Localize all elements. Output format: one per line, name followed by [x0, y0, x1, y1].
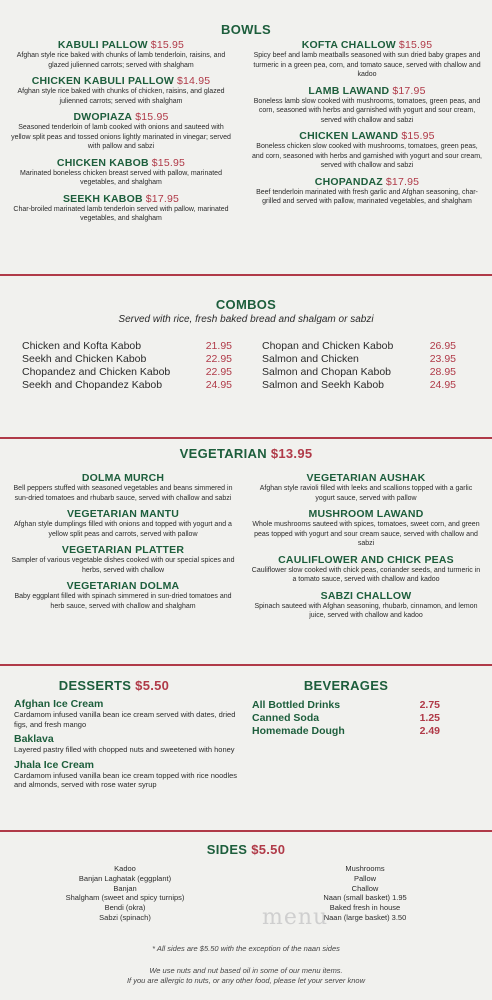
menu-item: DWOPIAZA $15.95 Seasoned tenderloin of lamb cooked with onions and sauteed with yellow split peas and tossed onions lightly marinated in vinegar; served with pallow and sabzi	[11, 111, 231, 150]
menu-item: CHICKEN KABULI PALLOW $14.95 Afghan style rice baked with chunks of chicken, raisins, and glazed julienned carrots; served with shalgham	[17, 75, 225, 105]
menu-item: VEGETARIAN DOLMA Baby eggplant filled with spinach simmered in sun-dried tomatoes and herb sauce, served with challow and shalgham	[14, 580, 232, 610]
section-divider	[0, 664, 492, 666]
combo-row: Chicken and Kofta Kabob 21.95	[22, 340, 232, 352]
allergy-note-1: We use nuts and nut based oil in some of our menu items.	[149, 966, 343, 975]
sides-title: SIDES $5.50	[206, 842, 286, 857]
menu-item: MUSHROOM LAWAND Whole mushrooms sauteed with spices, tomatoes, sweet corn, and green peas topped with yogurt and sour cream sauce, served with challow and sabzi	[252, 508, 480, 547]
bowls-section	[0, 22, 492, 222]
menu-item: CHICKEN KABOB $15.95 Marinated boneless chicken breast served with pallow, marinated vegetables, and shalgham	[20, 156, 222, 186]
combo-row: Salmon and Chicken 23.95	[262, 353, 456, 365]
menu-item: VEGETARIAN PLATTER Sampler of various vegetable dishes cooked with our special spices and herbs, served with challow	[11, 544, 235, 574]
menu-item: VEGETARIAN AUSHAK Afghan style ravioli filled with leeks and scallions topped with a garlic yogurt sauce, served with pallow	[259, 472, 473, 502]
vegetarian-section	[0, 446, 492, 619]
combos-subtitle: Served with rice, fresh baked bread and shalgam or sabzi	[118, 314, 374, 325]
side-item: Baked fresh in house	[329, 903, 401, 913]
dessert-item: Baklava Layered pastry filled with chopped nuts and sweetened with honey	[14, 733, 235, 754]
combo-row: Salmon and Chopan Kabob 28.95	[262, 366, 456, 378]
side-item: Banjan	[113, 883, 137, 893]
sides-section	[0, 842, 492, 985]
combos-left-column	[22, 340, 232, 392]
menu-item: VEGETARIAN MANTU Afghan style dumplings filled with onions and topped with yogurt and a yellow split peas and carrots, served with pallow	[14, 508, 232, 538]
bowls-title: BOWLS	[221, 22, 271, 37]
combos-right-column	[262, 340, 456, 392]
side-item: Banjan Laghatak (eggplant)	[78, 873, 172, 883]
vegetarian-right-column	[250, 472, 482, 626]
combo-row: Chopan and Chicken Kabob 26.95	[262, 340, 456, 352]
side-item: Pallow	[353, 873, 377, 883]
bowls-right-column	[250, 39, 484, 212]
menu-item: CAULIFLOWER AND CHICK PEAS Cauliflower slow cooked with chick peas, coriander seeds, and turmeric in a tomato sauce, served with challow and kadoo	[251, 553, 481, 583]
side-item: Sabzi (spinach)	[99, 912, 151, 922]
side-item: Shalgham (sweet and spicy turnips)	[65, 893, 185, 903]
combo-row: Salmon and Seekh Kabob 24.95	[262, 379, 456, 391]
section-divider	[0, 437, 492, 439]
menu-item: KOFTA CHALLOW $15.95 Spicy beef and lamb meatballs seasoned with sun dried baby grapes and turmeric in a green pea, corn, and tomato sauce, served with challow and kadoo	[253, 39, 481, 78]
desserts-column	[14, 678, 244, 790]
watermark-logo: menu	[262, 905, 329, 930]
beverages-column	[252, 678, 440, 738]
menu-item: DOLMA MURCH Bell peppers stuffed with seasoned vegetables and beans simmered in sun-dried tomatoes and rhubarb sauce, served with challow and sabzi	[13, 472, 233, 502]
allergy-note-2: If you are allergic to nuts, or any other food, please let your server know	[126, 976, 366, 985]
menu-item: LAMB LAWAND $17.95 Boneless lamb slow cooked with mushrooms, tomatoes, green peas, and corn, seasoned with herbs and garnished with yogurt and sour cream, served with challow and sabzi	[253, 84, 481, 124]
combo-row: Seekh and Chicken Kabob 22.95	[22, 353, 232, 365]
bowls-left-column	[8, 39, 234, 229]
combos-section	[0, 297, 492, 391]
beverages-title: BEVERAGES	[303, 678, 389, 693]
desserts-title: DESSERTS $5.50	[58, 678, 170, 693]
menu-item: CHOPANDAZ $17.95 Beef tenderloin marinated with fresh garlic and Afghan seasoning, char-grilled and served with pallow, marinated vegetables, and shalgham	[256, 175, 478, 205]
dessert-item: Afghan Ice Cream Cardamom infused vanilla bean ice cream served with dates, dried figs, and fresh mango	[14, 698, 236, 729]
side-item: Mushrooms	[345, 864, 385, 873]
beverage-row: Canned Soda 1.25	[252, 712, 440, 724]
side-item: Kadoo	[114, 864, 136, 873]
beverage-row: Homemade Dough 2.49	[252, 725, 440, 737]
menu-item: SEEKH KABOB $17.95 Char-broiled marinated lamb tenderloin served with pallow, marinated vegetables, and shalgham	[13, 192, 229, 222]
section-divider	[0, 274, 492, 276]
beverage-row: All Bottled Drinks 2.75	[252, 699, 440, 711]
side-item: Naan (large basket) 3.50	[323, 912, 407, 922]
side-item: Challow	[351, 883, 379, 893]
side-item: Bendi (okra)	[104, 903, 146, 913]
sides-left-column	[40, 864, 210, 923]
side-item: Naan (small basket) 1.95	[323, 893, 407, 903]
menu-item: KABULI PALLOW $15.95 Afghan style rice baked with chunks of lamb tenderloin, raisins, and glazed julienned carrots; served with shalgham	[16, 39, 226, 69]
combos-title: COMBOS	[215, 297, 277, 312]
menu-item: SABZI CHALLOW Spinach sauteed with Afghan seasoning, rhubarb, cinnamon, and lemon juice, served with challow and kadoo	[254, 589, 478, 619]
combo-row: Seekh and Chopandez Kabob 24.95	[22, 379, 232, 391]
dessert-item: Jhala Ice Cream Cardamom infused vanilla bean ice cream topped with rice noodles and almonds, served with rose water syrup	[14, 758, 238, 789]
sides-note: * All sides are $5.50 with the exception of the naan sides	[152, 944, 340, 953]
combo-row: Chopandez and Chicken Kabob 22.95	[22, 366, 232, 378]
vegetarian-title: VEGETARIAN $13.95	[179, 446, 313, 461]
menu-item: CHICKEN LAWAND $15.95 Boneless chicken slow cooked with mushrooms, tomatoes, green peas, and corn, seasoned with herbs and garnished with yogurt and sour cream, served with challow and sabzi	[252, 130, 482, 169]
vegetarian-left-column	[10, 472, 236, 616]
section-divider	[0, 830, 492, 832]
